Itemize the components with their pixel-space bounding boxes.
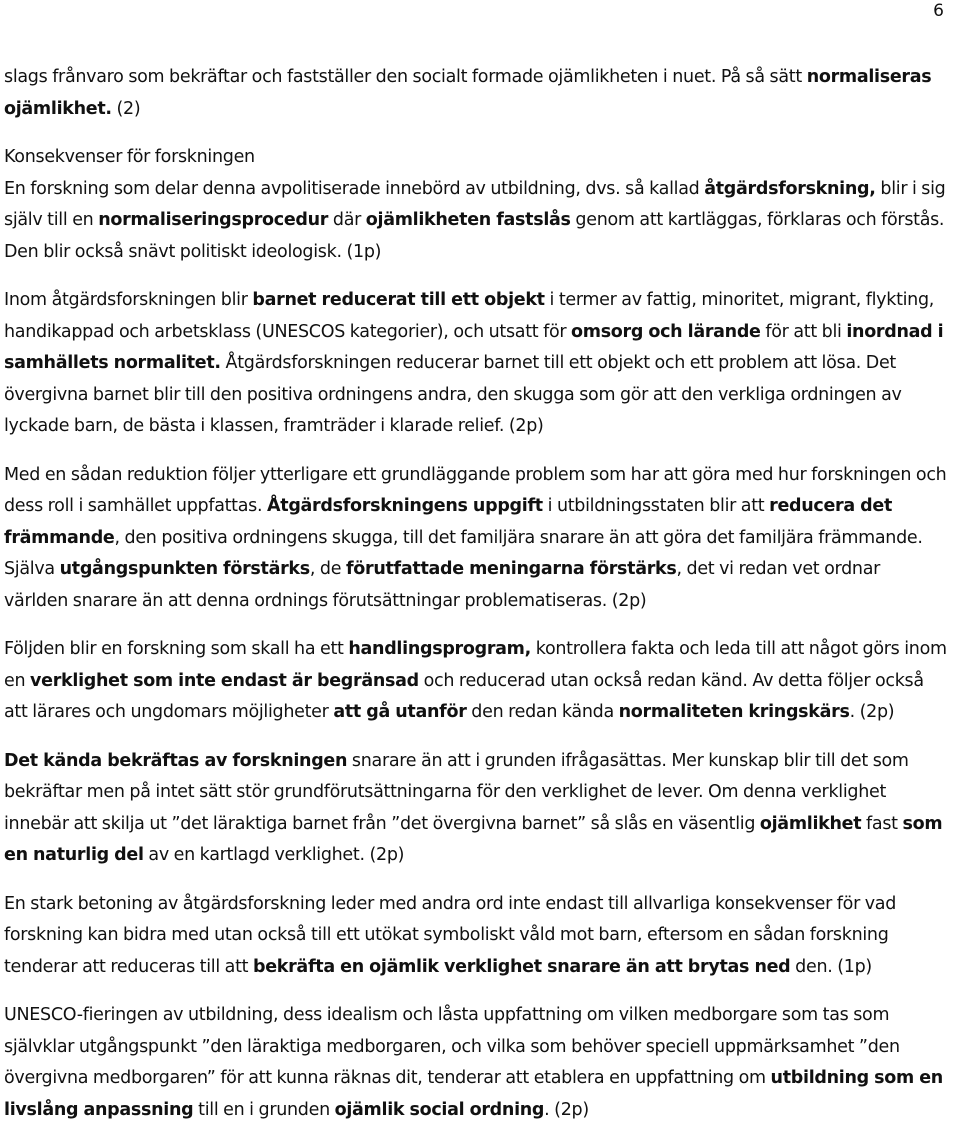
- bold-phrase: bekräfta en ojämlik verklighet snarare än att brytas ned: [252, 956, 791, 977]
- bold-phrase: omsorg och lärande: [571, 321, 761, 342]
- paragraph-reduction-problem: [4, 460, 948, 618]
- paragraph-unesco: [4, 1000, 948, 1126]
- text-span: Inom åtgärdsforskningen blir: [4, 290, 253, 310]
- bold-phrase: åtgärdsforskning,: [704, 178, 876, 199]
- paragraph-gap: [4, 125, 948, 142]
- text-span: och reducerad utan också redan känd. Av detta följer också att lärares och ungdomars möjligheter: [4, 670, 924, 722]
- section-heading: Konsekvenser för forskningen: [4, 147, 255, 167]
- paragraph-action-program: [4, 634, 948, 729]
- bold-phrase: Åtgärdsforskningens uppgift: [267, 496, 543, 516]
- bold-phrase: normaliseras ojämlikhet.: [4, 67, 932, 119]
- text-span: Med en sådan reduktion följer ytterligare ett grundläggande problem som har att göra med hur forskningen och dess roll i samhället uppfattas.: [4, 464, 947, 516]
- paragraph-gap: [4, 443, 948, 460]
- text-span: fast: [861, 813, 903, 834]
- text-span: (2): [111, 98, 141, 119]
- text-span: till en i grunden: [193, 1099, 335, 1120]
- bold-phrase: ojämlikhet: [759, 813, 862, 834]
- text-span: i termer av fattig, minoritet, migrant, flykting, handikappad och arbetsklass (UNESCOS kategorier), och utsatt för: [4, 290, 935, 342]
- text-span: En stark betoning av åtgärdsforskning leder med andra ord inte endast till allvarliga konsekvenser för vad forskning kan bidra med utan också till ett utökat symboliskt våld mot barn, eftersom en sådan forskning tenderar att reduceras till att: [4, 893, 897, 977]
- text-span: UNESCO-fieringen av utbildning, dess idealism och låsta uppfattning om vilken medborgare som tas som självklar utgångspunkt ”den läraktiga medborgaren, och vilka som behöver speciell uppmärksamhet ”den övergivna medborgaren” för att kunna räknas dit, tenderar att etablera en uppfattning om: [4, 1005, 900, 1088]
- paragraph-child-reduced: [4, 285, 948, 443]
- text-span: . (2p): [544, 1099, 589, 1120]
- document-body: [4, 62, 948, 1126]
- paragraph-gap: [4, 872, 948, 889]
- paragraph-gap: [4, 268, 948, 285]
- bold-phrase: normaliseringsprocedur: [98, 210, 329, 230]
- text-span: , den positiva ordningens skugga, till det familjära snarare än att göra det familjära främmande. Själva: [4, 527, 923, 579]
- text-span: för att bli: [760, 321, 847, 342]
- text-span: blir i sig själv till en: [4, 178, 946, 230]
- bold-phrase: Det kända bekräftas av forskningen: [4, 750, 348, 771]
- text-span: slags frånvaro som bekräftar och fastställer den socialt formade ojämlikheten i nuet. På så sätt: [4, 67, 807, 87]
- bold-phrase: reducera det främmande: [4, 496, 893, 548]
- bold-phrase: utbildning som en livslång anpassning: [4, 1068, 943, 1120]
- paragraph-symbolic-violence: [4, 889, 948, 984]
- text-span: av en kartlagd verklighet. (2p): [143, 845, 405, 865]
- bold-phrase: normaliteten kringskärs: [618, 702, 850, 722]
- bold-phrase: handlingsprogram,: [348, 639, 531, 659]
- text-span: där: [328, 210, 366, 230]
- bold-phrase: verklighet som inte endast är begränsad: [30, 670, 419, 691]
- paragraph-gap: [4, 729, 948, 746]
- text-span: Åtgärdsforskningen reducerar barnet till ett objekt och ett problem att lösa. Det övergivna barnet blir till den positiva ordningens andra, den skugga som gör att den verkliga ordningen av lyckade barn, de bästa i klassen, framträder i klarade relief. (2p): [4, 353, 902, 436]
- bold-phrase: ojämlik social ordning: [334, 1099, 545, 1120]
- text-span: Följden blir en forskning som skall ha ett: [4, 639, 349, 659]
- text-span: , de: [309, 559, 346, 579]
- bold-phrase: förutfattade meningarna förstärks: [345, 559, 677, 579]
- paragraph-gap: [4, 617, 948, 634]
- bold-phrase: inordnad i samhällets normalitet.: [4, 321, 944, 373]
- bold-phrase: som en naturlig del: [4, 813, 943, 865]
- paragraph-normalization: [4, 62, 948, 125]
- text-span: kontrollera fakta och leda till att något görs inom en: [4, 639, 947, 691]
- text-span: genom att kartläggas, förklaras och förstås. Den blir också snävt politiskt ideologisk. (1p): [4, 210, 945, 262]
- bold-phrase: barnet reducerat till ett objekt: [252, 290, 545, 310]
- bold-phrase: ojämlikheten fastslås: [365, 210, 571, 230]
- text-span: En forskning som delar denna avpolitiserade innebörd av utbildning, dvs. så kallad: [4, 178, 705, 199]
- text-span: . (2p): [849, 702, 895, 722]
- bold-phrase: att gå utanför: [333, 702, 467, 722]
- text-span: , det vi redan vet ordnar världen snarare än att denna ordnings förutsättningar problematiseras. (2p): [4, 559, 881, 611]
- text-span: den. (1p): [790, 956, 872, 977]
- text-span: den redan kända: [466, 702, 619, 722]
- paragraph-gap: [4, 983, 948, 1000]
- paragraph-consequences: [4, 174, 948, 269]
- page-number: 6: [933, 1, 944, 21]
- text-span: snarare än att i grunden ifrågasättas. Mer kunskap blir till det som bekräftar men på intet sätt stör grundförutsättningarna för den verklighet de lever. Om denna verklighet innebär att skilja ut ”det läraktiga barnet från ”det övergivna barnet” så slås en väsentlig: [4, 750, 909, 834]
- bold-phrase: utgångspunkten förstärks: [59, 559, 310, 579]
- text-span: i utbildningsstaten blir att: [542, 496, 770, 516]
- paragraph-known-confirmed: [4, 746, 948, 872]
